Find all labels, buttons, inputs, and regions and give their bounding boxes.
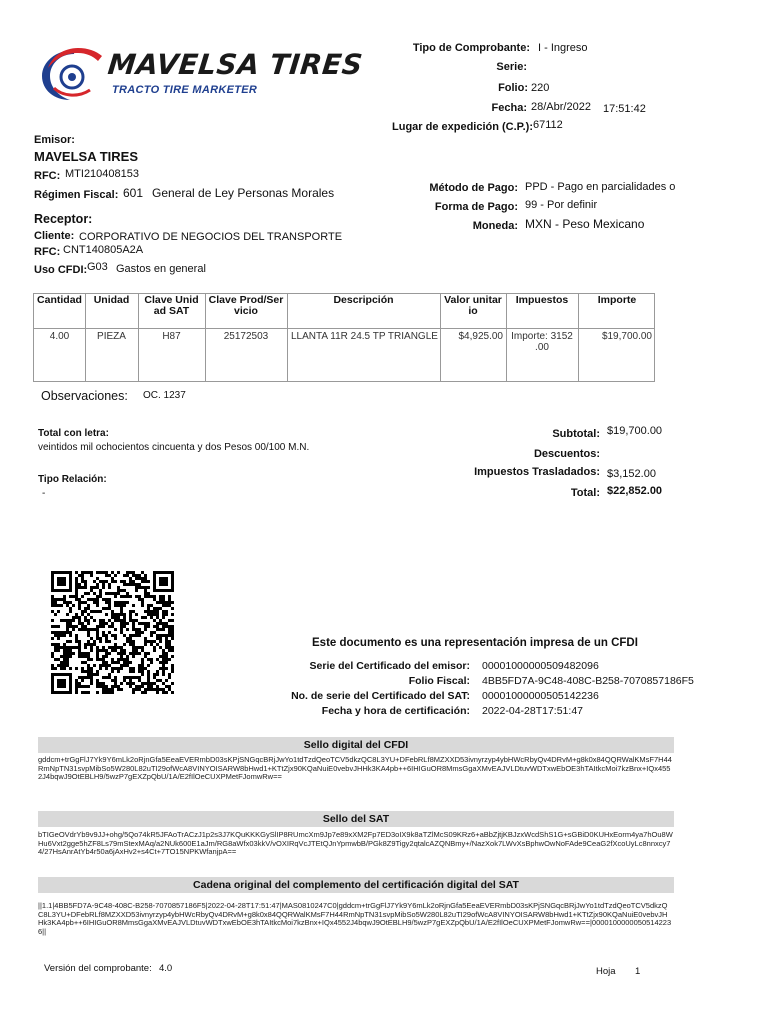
cadena-header: Cadena original del complemento del certificación digital del SAT [38, 877, 674, 893]
observaciones-value: OC. 1237 [143, 390, 186, 401]
col-clave-unidad: Clave Unid ad SAT [144, 294, 199, 317]
folio-fiscal-label: Folio Fiscal: [408, 675, 470, 687]
receptor-title: Receptor: [34, 212, 93, 226]
moneda-value: MXN - Peso Mexicano [525, 217, 645, 231]
cell-importe: $19,700.00 [601, 331, 652, 342]
metodo-pago-label: Método de Pago: [429, 182, 518, 194]
tipo-comprobante-value: I - Ingreso [538, 42, 588, 54]
sello-cfdi-header: Sello digital del CFDI [38, 737, 674, 753]
company-logo [38, 44, 365, 104]
no-serie-sat-value: 00001000000505142236 [482, 690, 599, 702]
folio-label: Folio: [498, 82, 528, 94]
cell-unidad: PIEZA [97, 331, 126, 342]
tipo-comprobante-label: Tipo de Comprobante: [412, 42, 530, 54]
tire-swoosh-icon [38, 44, 110, 104]
forma-pago-label: Forma de Pago: [434, 201, 518, 213]
col-impuestos: Impuestos [515, 294, 569, 306]
folio-value: 220 [531, 82, 550, 94]
regimen-value: General de Ley Personas Morales [152, 186, 335, 200]
logo-tagline: TRACTO TIRE MARKETER [112, 84, 258, 96]
observaciones-label: Observaciones: [41, 389, 128, 403]
subtotal-value: $19,700.00 [607, 425, 663, 437]
descuentos-label: Descuentos: [533, 448, 600, 460]
emisor-name: MAVELSA TIRES [34, 149, 139, 164]
col-cantidad: Cantidad [37, 294, 82, 306]
emisor-rfc-label: RFC: [34, 170, 61, 182]
col-importe: Importe [597, 294, 637, 306]
col-valor-unitario: Valor unitar io [444, 294, 502, 317]
cell-cantidad: 4.00 [49, 331, 70, 342]
concepts-table [33, 293, 655, 382]
fecha-cert-value: 2022-04-28T17:51:47 [482, 705, 583, 717]
sello-sat-text: bTIGeOVdrYb9v9JJ+ohg/5Qo74kR5JFAoTrACzJ1p2s3J7KQuKKKGySlIP8RUmcXm9Jp7e89xXM2Fp7ED3oIX9k8aTZlMcS09KRz6+aBbZjtjKBJzxWcdShS1G+sGBiD0KUHxEorm4ya7hOu8WHu6Vxt2gge5hZF8Ls79mStexMAq/a2NUk600E1aJm/RG8aWfx03kkV/vOXIRqVcJTEtQJnYpmwbB/PGk8Z9Tigy2qtalcAZQNBmy+/NazXok7LWvXsBphwOwNoFAde9CeaG2fXcoUyLc8nnxcy74/27HsAnrAtYb4r50a6jAxHv2+s4Ct+7TO15NPKWfanjpA== [38, 831, 673, 856]
folio-fiscal-value: 4BB5FD7A-9C48-408C-B258-7070857186F5 [482, 675, 694, 687]
fecha-cert-label: Fecha y hora de certificación: [321, 705, 470, 717]
lugar-label: Lugar de expedición (C.P.): [392, 121, 533, 133]
cliente-label: Cliente: [34, 230, 75, 242]
qr-code [51, 571, 174, 694]
hora-value: 17:51:42 [603, 103, 646, 115]
cell-clave-prod: 25172503 [223, 331, 269, 342]
subtotal-label: Subtotal: [552, 428, 600, 440]
uso-cfdi-code: G03 [87, 261, 108, 273]
forma-pago-value: 99 - Por definir [525, 199, 598, 211]
hoja-value: 1 [635, 966, 641, 977]
hoja-label: Hoja [596, 966, 616, 977]
col-clave-prod: Clave Prod/Ser vicio [208, 294, 284, 317]
cell-impuestos: Importe: 3152 .00 [511, 331, 573, 353]
metodo-pago-value: PPD - Pago en parcialidades o [525, 181, 676, 193]
no-serie-sat-label: No. de serie del Certificado del SAT: [291, 690, 470, 702]
total-letra-label: Total con letra: [38, 428, 109, 439]
total-value: $22,852.00 [607, 485, 663, 497]
impuestos-trasladados-label: Impuestos Trasladados: [474, 466, 600, 478]
emisor-rfc-value: MTI210408153 [65, 168, 139, 180]
tipo-relacion-label: Tipo Relación: [38, 474, 107, 485]
serie-label: Serie: [496, 61, 527, 73]
fecha-label: Fecha: [491, 102, 527, 114]
version-label: Versión del comprobante: [44, 963, 152, 974]
emisor-title: Emisor: [34, 134, 75, 146]
uso-cfdi-value: Gastos en general [116, 263, 206, 275]
cfdi-title: Este documento es una representación impresa de un CFDI [312, 637, 638, 649]
sello-sat-header: Sello del SAT [38, 811, 674, 827]
regimen-label: Régimen Fiscal: [34, 189, 119, 201]
tipo-relacion-value: - [42, 488, 46, 499]
cell-descripcion: LLANTA 11R 24.5 TP TRIANGLE [291, 331, 438, 342]
lugar-value: 67112 [533, 119, 563, 131]
serie-cert-label: Serie del Certificado del emisor: [309, 660, 470, 672]
col-unidad: Unidad [93, 294, 130, 306]
logo-name: MAVELSA TIRES [106, 48, 365, 81]
cadena-text: ||1.1|4BB5FD7A-9C48-408C-B258-7070857186F5|2022-04-28T17:51:47|MAS0810247C0|gddcm+trGgFlJ7Yk9Y6mLk2oRjnGfa5EeaEVERmbD03sKPjSNGqcBRjJwYo1tdTzdQeoTCV5dkzQC8L3YU+DFebRLf8MZXXD53ivnyrzyp4ybHWcRbyQv4DRvM+g8k0x84QQRWalKMsF7H44RmNpTN31svpMibSo5W280L82uTI29ofWcA8VINYOISARW8bHwd1+KTtZjx90KQaNuiE0vebvJHHk3KA4pb++6IHIGuOR8MmsGgaXMvEAJVLDtuvWDTxwEbOE3hTAItkcMoi7kzBnx+IQx4552J4bqwJ9OtEBLH9/5wzP7gEXZpQbU/1A/E2fIlOeCUXPMetFJomwRw==|00001000000505142236|| [38, 902, 672, 936]
fecha-value: 28/Abr/2022 [531, 101, 591, 113]
receptor-rfc-value: CNT140805A2A [63, 244, 144, 256]
sello-cfdi-text: gddcm+trGgFlJ7Yk9Y6mLk2oRjnGfa5EeaEVERmbD03sKPjSNGqcBRjJwYo1tdTzdQeoTCV5dkzQC8L3YU+DFebRLf8MZXXD53ivnyrzyp4ybHWcRbyQv4DRvM+g8k0x84QQRWalKMsF7H44RmNpTN31svpMibSo5W280L82uTI29ofWcA8VINYOISARW8bHwd1+KTtZjx90KQaNuiE0vebvJHHk3KA4pb++6IHIGuOR8MmsGgaXMvEAJVLDtuvWDTxwEbOE3hTAItkcMoi7kzBnx+IQx4552J4bqwJ9OtEBLH9/5wzP7gEXZpQbU/1A/E2fIlOeCUXPMetFJomwRw== [38, 756, 672, 781]
receptor-rfc-label: RFC: [34, 246, 61, 258]
total-letra-value: veintidos mil ochocientos cincuenta y dos Pesos 00/100 M.N. [38, 442, 310, 453]
uso-cfdi-label: Uso CFDI: [34, 264, 88, 276]
serie-cert-value: 00001000000509482096 [482, 660, 599, 672]
cell-clave-unidad: H87 [162, 331, 181, 342]
cliente-value: CORPORATIVO DE NEGOCIOS DEL TRANSPORTE [79, 231, 343, 243]
cell-valor-unitario: $4,925.00 [458, 331, 503, 342]
regimen-code: 601 [123, 186, 144, 200]
col-descripcion: Descripción [333, 294, 394, 306]
version-value: 4.0 [159, 963, 173, 974]
total-label: Total: [570, 487, 600, 499]
moneda-label: Moneda: [472, 220, 518, 232]
impuestos-trasladados-value: $3,152.00 [607, 468, 656, 480]
